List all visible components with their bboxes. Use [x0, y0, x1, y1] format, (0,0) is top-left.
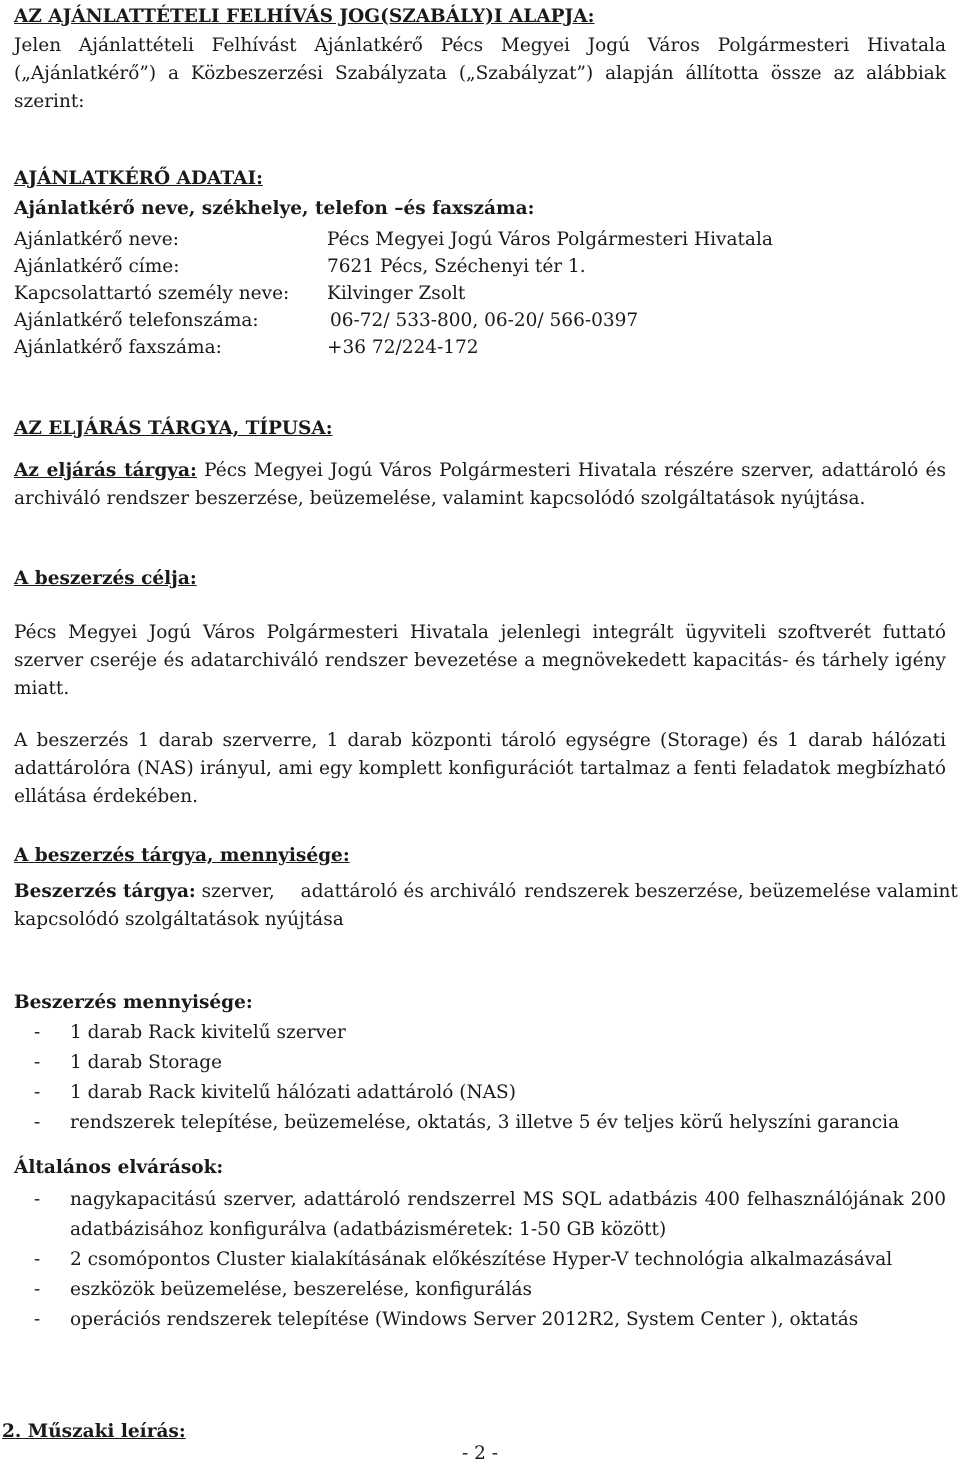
- bullet-dash: -: [34, 1279, 41, 1300]
- requester-subheading: Ajánlatkérő neve, székhelye, telefon –és faxszáma:: [14, 198, 535, 219]
- list-item-text: 2 csomópontos Cluster kialakításának előkészítése Hyper-V technológia alkalmazásával: [70, 1249, 893, 1270]
- technical-heading: 2. Műszaki leírás:: [2, 1421, 186, 1442]
- list-item-text: nagykapacitású szerver, adattároló rendszerrel MS SQL adatbázis 400 felhasználójának 200 adatbázisához konfigurálva (adatbázisméretek: 1-50 GB között): [70, 1189, 946, 1240]
- row-label: Kapcsolattartó személy neve:: [14, 283, 290, 304]
- row-value: Kilvinger Zsolt: [327, 283, 466, 304]
- list-item-text: operációs rendszerek telepítése (Windows Server 2012R2, System Center ), oktatás: [70, 1309, 859, 1330]
- purpose-paragraph-2: A beszerzés 1 darab szerverre, 1 darab központi tároló egységre (Storage) és 1 darab hálózati adattárolóra (NAS) irányul, ami egy komplett konfigurációt tartalmaz a fenti feladatok megbízható ellátása érdekében.: [14, 730, 946, 807]
- subject-quantity-section: [14, 842, 958, 1138]
- bullet-dash: -: [34, 1022, 41, 1043]
- list-item-text: 1 darab Storage: [70, 1052, 223, 1073]
- legal-basis-heading: AZ AJÁNLATTÉTELI FELHÍVÁS JOG(SZABÁLY)I ALAPJA:: [14, 6, 595, 27]
- subject-quantity-heading: A beszerzés tárgya, mennyisége:: [14, 845, 350, 866]
- row-label: Ajánlatkérő faxszáma:: [14, 337, 222, 358]
- bullet-dash: -: [34, 1189, 41, 1210]
- page-number: - 2 -: [461, 1443, 499, 1464]
- general-list: [14, 1185, 946, 1335]
- row-label: Ajánlatkérő telefonszáma:: [14, 310, 259, 331]
- row-label: Ajánlatkérő címe:: [14, 256, 180, 277]
- quantity-list: [14, 1018, 946, 1138]
- list-item: [14, 1185, 946, 1245]
- purpose-section: [14, 565, 946, 811]
- list-item: [14, 1018, 946, 1048]
- general-section: [14, 1153, 946, 1335]
- quantity-label: Beszerzés mennyisége:: [14, 992, 253, 1013]
- subject-line: [14, 878, 958, 906]
- procedure-subject-label: Az eljárás tárgya:: [14, 460, 197, 481]
- row-value: 7621 Pécs, Széchenyi tér 1.: [327, 256, 586, 277]
- subject-text-3: rendszerek beszerzése, beüzemelése valamint: [524, 881, 958, 902]
- requester-heading: AJÁNLATKÉRŐ ADATAI:: [14, 168, 263, 189]
- row-value: Pécs Megyei Jogú Város Polgármesteri Hivatala: [327, 229, 773, 250]
- procedure-subject: [14, 457, 946, 513]
- subject-text-2: adattároló és archiváló: [300, 881, 517, 902]
- purpose-heading: A beszerzés célja:: [14, 568, 197, 589]
- legal-basis-text: Jelen Ajánlattételi Felhívást Ajánlatkérő Pécs Megyei Jogú Város Polgármesteri Hivatala („Ajánlatkérő”) a Közbeszerzési Szabályzata („Szabályzat”) alapján állította össze az alábbiak szerint:: [14, 35, 946, 112]
- requester-row-phone: [14, 307, 946, 334]
- purpose-paragraph-1: Pécs Megyei Jogú Város Polgármesteri Hivatala jelenlegi integrált ügyviteli szoftverét futtató szerver cseréje és adatarchiváló rendszer bevezetése a megnövekedett kapacitás- és tárhely igény miatt.: [14, 622, 946, 699]
- bullet-dash: -: [34, 1309, 41, 1330]
- list-item: [14, 1245, 946, 1275]
- bullet-dash: -: [34, 1249, 41, 1270]
- procedure-heading: AZ ELJÁRÁS TÁRGYA, TÍPUSA:: [14, 418, 333, 439]
- subject-text-4: kapcsolódó szolgáltatások nyújtása: [14, 909, 344, 930]
- bullet-dash: -: [34, 1082, 41, 1103]
- requester-row-address: [14, 253, 946, 280]
- procedure-subject-text: Pécs Megyei Jogú Város Polgármesteri Hivatala részére szerver, adattároló és archiváló rendszer beszerzése, beüzemelése, valamint kapcsolódó szolgáltatások nyújtása.: [14, 460, 946, 509]
- subject-text-1: szerver,: [201, 881, 275, 902]
- list-item-text: 1 darab Rack kivitelű szerver: [70, 1022, 346, 1043]
- general-heading: Általános elvárások:: [14, 1157, 224, 1178]
- row-value: 06-72/ 533-800, 06-20/ 566-0397: [330, 310, 639, 331]
- list-item: [14, 1305, 946, 1335]
- row-value: +36 72/224-172: [327, 337, 479, 358]
- bullet-dash: -: [34, 1052, 41, 1073]
- list-item: [14, 1108, 946, 1138]
- requester-row-name: [14, 226, 946, 253]
- row-label: Ajánlatkérő neve:: [14, 229, 179, 250]
- requester-row-contact: [14, 280, 946, 307]
- requester-rows: [14, 226, 946, 361]
- list-item: [14, 1048, 946, 1078]
- list-item-text: eszközök beüzemelése, beszerelése, konfigurálás: [70, 1279, 532, 1300]
- requester-row-fax: [14, 334, 946, 361]
- list-item-text: 1 darab Rack kivitelű hálózati adattároló (NAS): [70, 1082, 516, 1103]
- list-item: [14, 1275, 946, 1305]
- procedure-section: [14, 415, 946, 513]
- list-item: [14, 1078, 946, 1108]
- requester-section: [14, 165, 946, 361]
- legal-basis-section: [14, 3, 946, 116]
- list-item-text: rendszerek telepítése, beüzemelése, oktatás, 3 illetve 5 év teljes körű helyszíni garancia: [70, 1112, 900, 1133]
- subject-label: Beszerzés tárgya:: [14, 881, 196, 902]
- bullet-dash: -: [34, 1112, 41, 1133]
